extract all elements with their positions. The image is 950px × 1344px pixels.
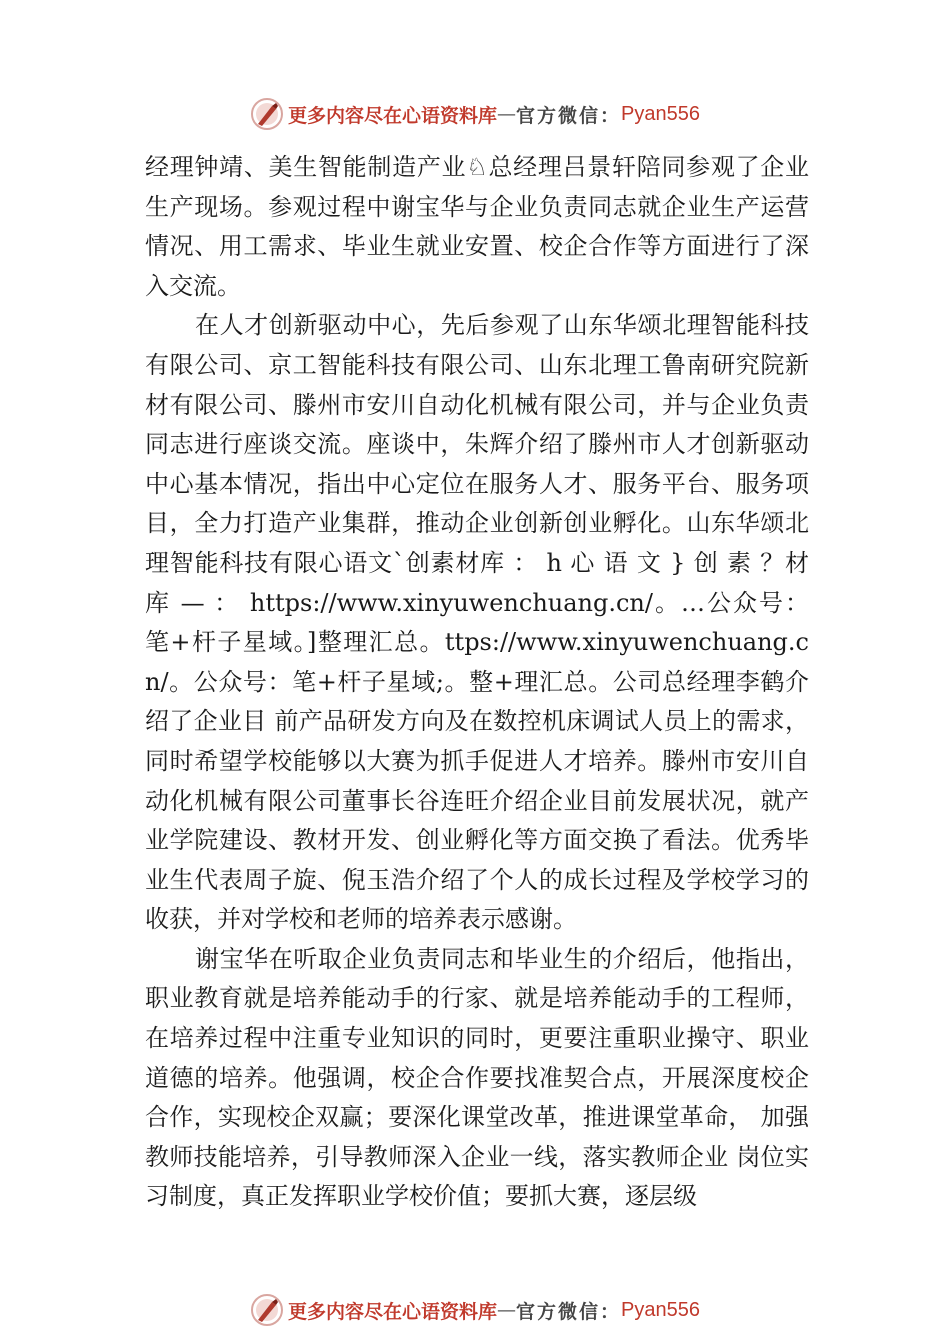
paragraph-2: 在人才创新驱动中心，先后参观了山东华颂北理智能科技有限公司、京工智能科技有限公司、山东北理工鲁南研究院新材有限公司、滕州市安川自动化机械有限公司，并与企业负责同志进行座谈交流。座谈中，朱辉介绍了滕州市人才创新驱动中心基本情况，指出中心定位在服务人才、服务平台、服务项目，全力打造产业集群，推动企业创新创业孵化。山东华颂北理智能科技有限心语文`创素材库 ： h 心 语 文 } 创 素 ？材 库 — ： https://www.xinyuwenchuang.cn/。…公众号：笔+杆子星域。]整理汇总。ttps://www.xinyuwenchuang.cn/。公众号：笔+杆子星域;。整+理汇总。公司总经理李鹤介绍了企业目 前产品研发方向及在数控机床调试人员上的需求，同时希望学校能够以大赛为抓手促进人才培养。滕州市安川自动化机械有限公司董事长谷连旺介绍企业目前发展状况，就产业学院建设、教材开发、创业孵化等方面交换了看法。优秀毕业生代表周子旋、倪玉浩介绍了个人的成长过程及学校学习的收获，并对学校和老师的培养表示感谢。 bbox=[145, 311, 809, 934]
wechat-id: Pyan556 bbox=[621, 1298, 700, 1321]
pen-logo-icon bbox=[250, 97, 284, 131]
banner-separator: — bbox=[497, 103, 517, 125]
header-banner bbox=[0, 94, 950, 134]
wechat-id: Pyan556 bbox=[621, 102, 700, 125]
footer-banner bbox=[0, 1290, 950, 1330]
paragraph-3: 谢宝华在听取企业负责同志和毕业生的介绍后，他指出，职业教育就是培养能动手的行家、就是培养能动手的工程师，在培养过程中注重专业知识的同时，更要注重职业操守、职业道德的培养。他强调，校企合作要找准契合点，开展深度校企合作，实现校企双赢；要深化课堂改革，推进课堂革命， 加强教师技能培养，引导教师深入企业一线，落实教师企业 岗位实习制度，真正发挥职业学校价值；要抓大赛，逐层级 bbox=[145, 944, 809, 1211]
brand-text: 更多内容尽在心语资料库 bbox=[288, 1300, 498, 1323]
wechat-label: 官方微信： bbox=[516, 1300, 622, 1323]
banner-separator: — bbox=[497, 1299, 517, 1321]
paragraph-1: 经理钟靖、美生智能制造产业♘总经理吕景轩陪同参观了企业生产现场。参观过程中谢宝华与企业负责同志就企业生产运营情况、用工需求、毕业生就业安置、校企合作等方面进行了深入交流。 bbox=[145, 153, 809, 300]
wechat-label: 官方微信： bbox=[516, 104, 622, 127]
pen-logo-icon bbox=[250, 1293, 284, 1327]
brand-text: 更多内容尽在心语资料库 bbox=[288, 104, 498, 127]
document-body bbox=[145, 148, 809, 1217]
